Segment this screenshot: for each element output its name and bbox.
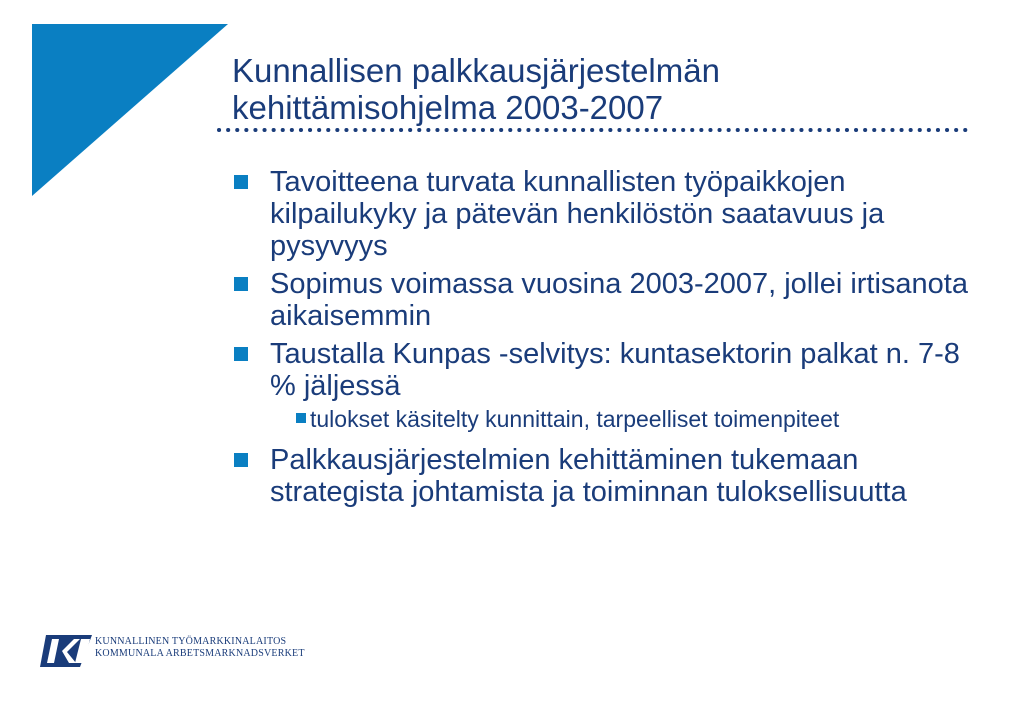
- bullet-text: Palkkausjärjestelmien kehittäminen tukemaan strategista johtamista ja toiminnan tuloksellisuutta: [270, 444, 907, 508]
- sub-bullet-text: tulokset käsitelty kunnittain, tarpeelliset toimenpiteet: [310, 406, 840, 432]
- bullet-item: [232, 338, 992, 402]
- square-bullet-icon: [234, 453, 248, 467]
- title-line-2: kehittämisohjelma 2003-2007: [232, 89, 664, 126]
- square-bullet-icon: [234, 175, 248, 189]
- bullet-item: [232, 166, 992, 262]
- corner-triangle-decoration: [0, 0, 240, 200]
- bullet-text: Taustalla Kunpas -selvitys: kuntasektorin palkat n. 7-8 % jäljessä: [270, 338, 960, 402]
- bullet-item: [232, 444, 992, 508]
- bullet-text: Tavoitteena turvata kunnallisten työpaikkojen kilpailukyky ja pätevän henkilöstön saatavuus ja pysyvyys: [270, 166, 885, 262]
- organization-name-sv: KOMMUNALA ARBETSMARKNADSVERKET: [95, 648, 305, 659]
- square-bullet-icon: [234, 277, 248, 291]
- dotted-divider: [215, 104, 975, 136]
- small-square-bullet-icon: [296, 413, 306, 423]
- sub-bullet-item: [232, 406, 992, 432]
- title-line-1: Kunnallisen palkkausjärjestelmän: [232, 52, 720, 89]
- organization-name-fi: KUNNALLINEN TYÖMARKKINALAITOS: [95, 636, 287, 647]
- bullet-text: Sopimus voimassa vuosina 2003-2007, jollei irtisanota aikaisemmin: [270, 268, 968, 332]
- organization-name: [95, 636, 305, 660]
- bullet-item: [232, 268, 992, 332]
- bullet-list: [232, 166, 992, 514]
- square-bullet-icon: [234, 347, 248, 361]
